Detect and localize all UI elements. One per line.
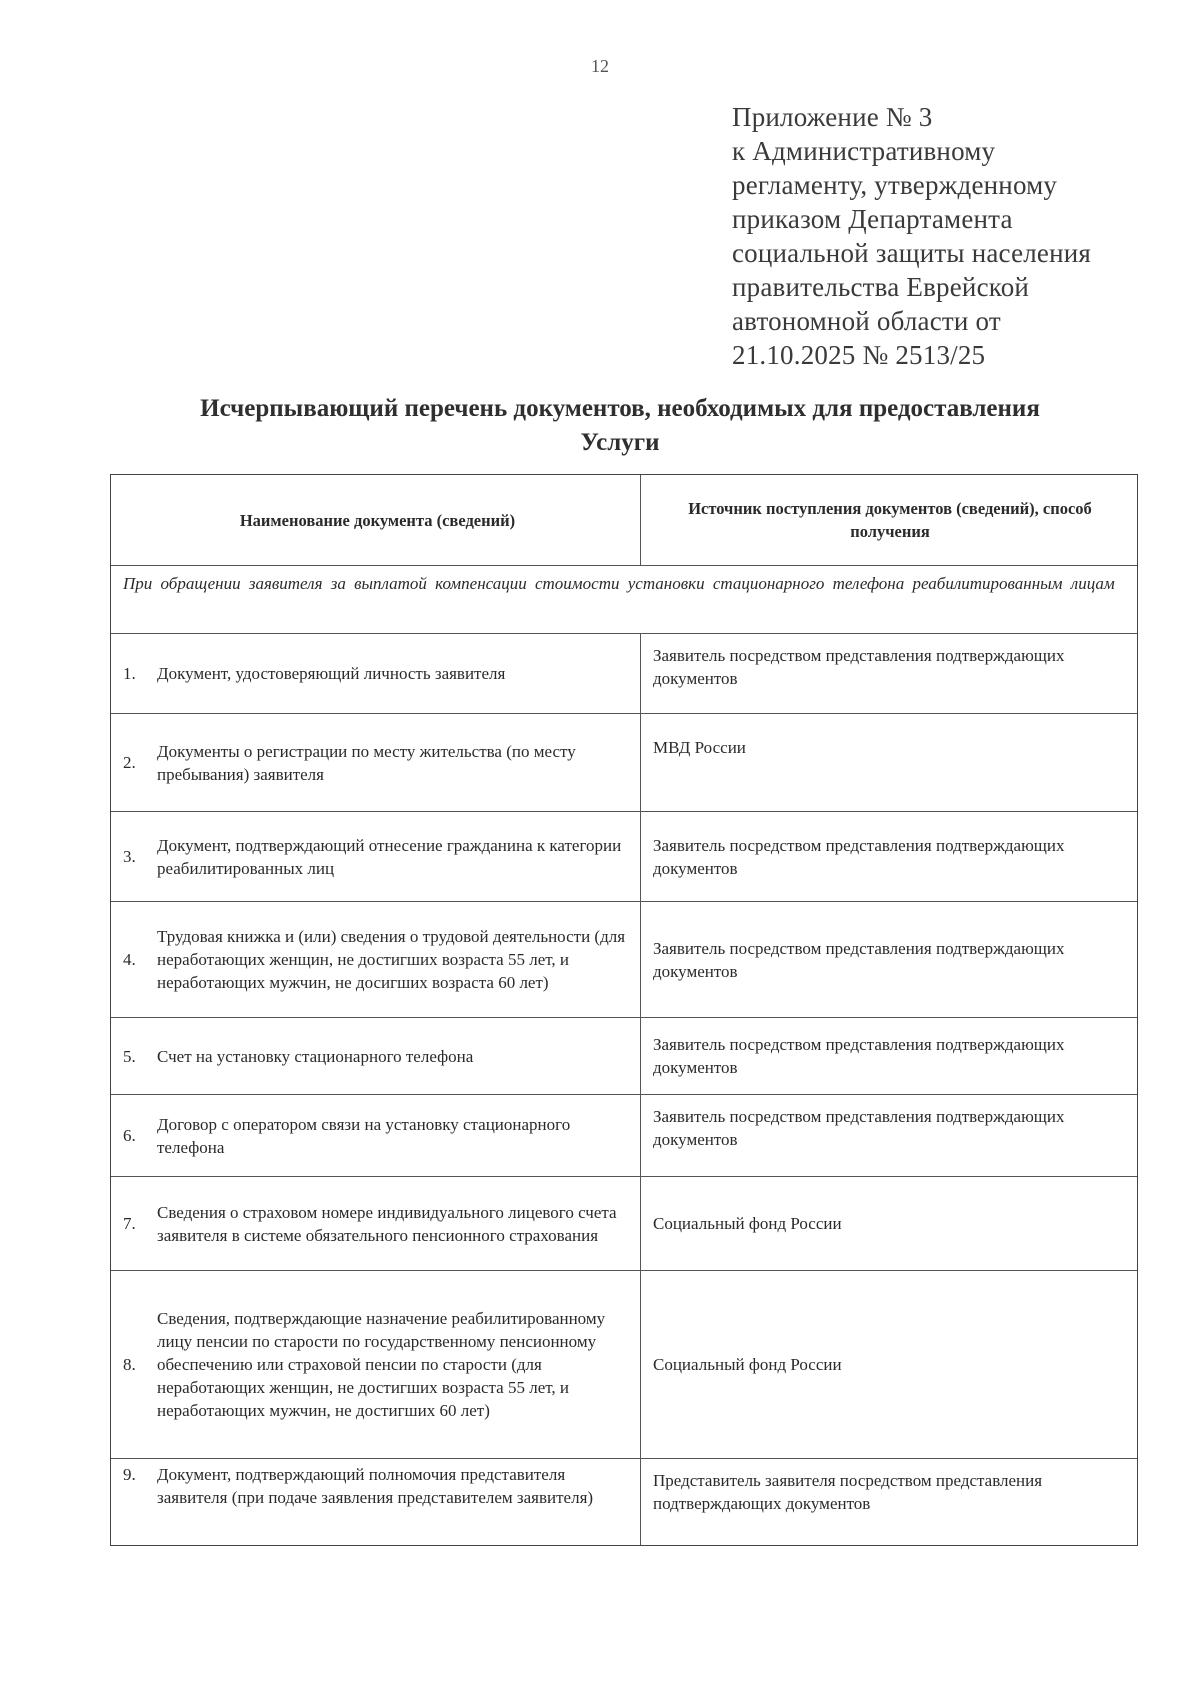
table-row — [111, 713, 1137, 811]
document-name: Счет на установку стационарного телефона — [157, 1046, 474, 1066]
page-number: 12 — [591, 56, 609, 76]
row-number: 7. — [123, 1214, 136, 1233]
section-row — [111, 565, 1137, 633]
appendix-line: приказом Департамента — [732, 204, 1013, 234]
row-number: 3. — [123, 847, 136, 866]
header-source: Источник поступления документов (сведений), способ получения — [688, 499, 1092, 541]
source-cell: Заявитель посредством представления подтверждающих документов — [653, 646, 1065, 688]
appendix-line: Приложение № 3 — [732, 102, 933, 132]
source-cell: Социальный фонд России — [653, 1355, 842, 1374]
source-cell: Заявитель посредством представления подтверждающих документов — [653, 938, 1065, 981]
appendix-line: к Административному — [732, 136, 996, 166]
document-cell — [111, 1459, 641, 1545]
table-header-row — [111, 475, 1137, 565]
title-line-1: Исчерпывающий перечень документов, необходимых для предоставления — [200, 395, 1040, 422]
row-number: 6. — [123, 1126, 136, 1145]
row-number: 8. — [123, 1355, 136, 1374]
source-cell: Заявитель посредством представления подтверждающих документов — [653, 1035, 1065, 1077]
table-row — [111, 1270, 1137, 1458]
section-caption: При обращении заявителя за выплатой компенсации стоимости установки стационарного телефона реабилитированным лицам — [123, 574, 1115, 593]
appendix-line: автономной области от — [732, 306, 1001, 336]
document-cell — [111, 1177, 641, 1270]
table-row — [111, 1176, 1137, 1270]
document-name: Документы о регистрации по месту жительства (по месту пребывания) заявителя — [157, 741, 576, 784]
document-name: Договор с оператором связи на установку стационарного телефона — [157, 1114, 571, 1157]
table-row — [111, 1458, 1137, 1545]
row-number: 5. — [123, 1046, 136, 1066]
appendix-note — [732, 100, 1152, 372]
document-cell — [111, 902, 641, 1017]
document-name: Сведения, подтверждающие назначение реабилитированному лицу пенсии по старости по государственному пенсионному обеспечению или страховой пенсии по старости (для неработающих женщин, не достигших возраста 55 лет, и неработающих мужчин, не достигших 60 лет) — [157, 1309, 606, 1420]
row-number: 9. — [123, 1465, 136, 1484]
table-row — [111, 901, 1137, 1017]
document-name: Документ, подтверждающий отнесение гражданина к категории реабилитированных лиц — [157, 835, 622, 878]
header-document-name: Наименование документа (сведений) — [111, 475, 641, 565]
document-name: Трудовая книжка и (или) сведения о трудовой деятельности (для неработающих женщин, не достигших возраста 55 лет, и неработающих мужчин, не досигших возраста 60 лет) — [157, 927, 626, 992]
source-cell: Заявитель посредством представления подтверждающих документов — [653, 1107, 1065, 1149]
document-name: Документ, удостоверяющий личность заявителя — [157, 664, 506, 683]
document-title — [100, 392, 1140, 460]
source-cell: Заявитель посредством представления подтверждающих документов — [653, 835, 1065, 878]
source-cell: Социальный фонд России — [653, 1214, 842, 1233]
source-cell: Представитель заявителя посредством представления подтверждающих документов — [653, 1471, 1043, 1513]
appendix-line: социальной защиты населения — [732, 238, 1092, 268]
document-name: Сведения о страховом номере индивидуального лицевого счета заявителя в системе обязательного пенсионного страхования — [157, 1202, 617, 1245]
appendix-line: 21.10.2025 № 2513/25 — [732, 340, 986, 370]
document-cell — [111, 714, 641, 811]
documents-table — [110, 474, 1138, 1546]
row-number: 4. — [123, 950, 136, 969]
appendix-line: правительства Еврейской — [732, 272, 1030, 302]
document-cell — [111, 1018, 641, 1094]
document-cell — [111, 1271, 641, 1458]
row-number: 2. — [123, 753, 136, 772]
table-row — [111, 1017, 1137, 1094]
row-number: 1. — [123, 664, 136, 683]
table-row — [111, 811, 1137, 901]
table-row — [111, 1094, 1137, 1176]
table-row — [111, 633, 1137, 713]
title-line-2: Услуги — [580, 429, 660, 456]
document-cell — [111, 1095, 641, 1176]
document-name: Документ, подтверждающий полномочия представителя заявителя (при подаче заявления представителем заявителя) — [157, 1465, 594, 1507]
source-cell: МВД России — [653, 738, 746, 757]
document-cell — [111, 634, 641, 713]
appendix-line: регламенту, утвержденному — [732, 170, 1058, 200]
document-cell — [111, 812, 641, 901]
